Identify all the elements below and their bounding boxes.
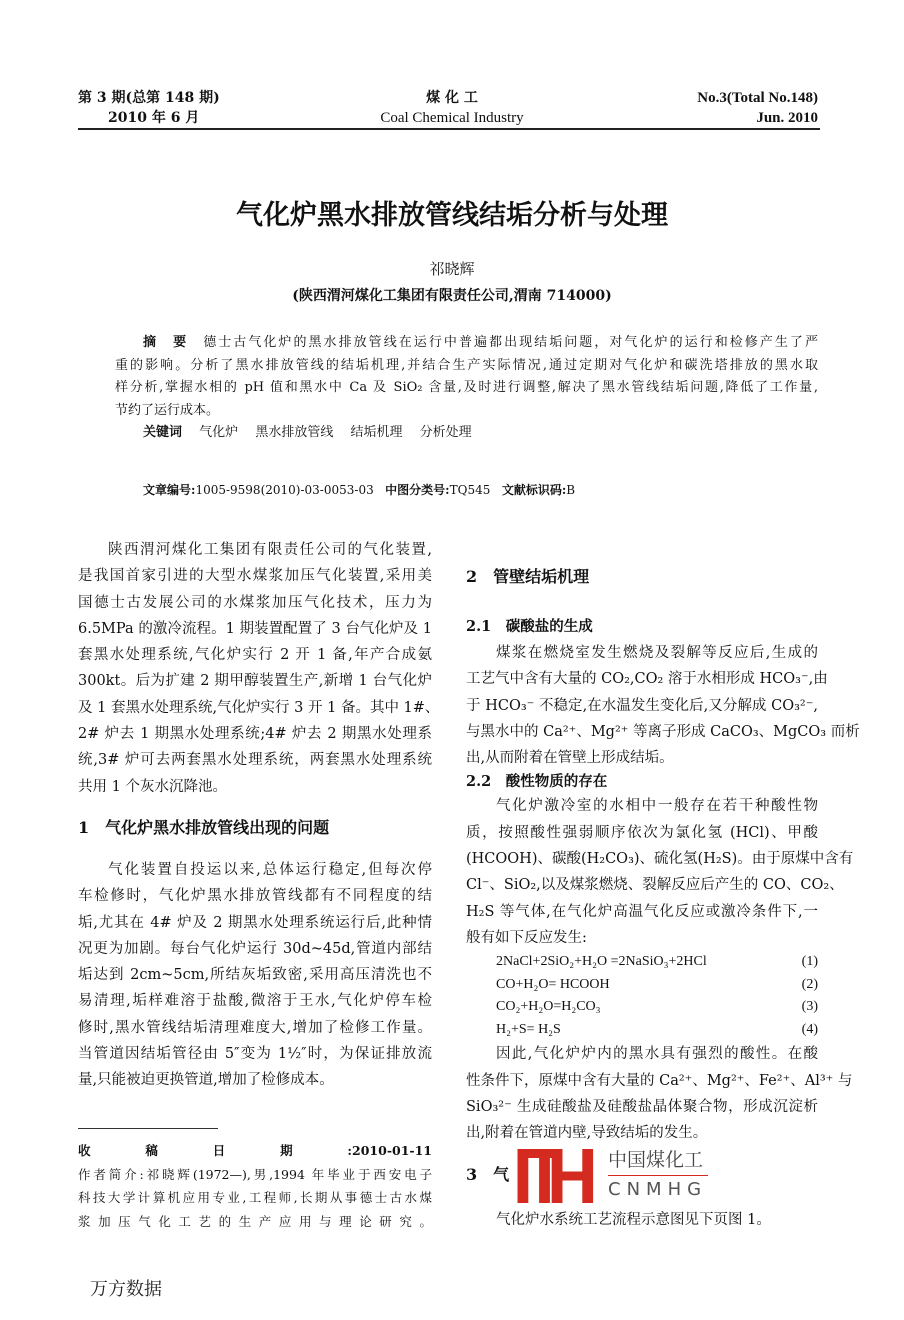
author-bio-line: 作者简介:祁晓辉(1972—),男,1994 年毕业于西安电子 [78, 1166, 432, 1182]
text-line: 气化炉激冷室的水相中一般存在若干种酸性物 [496, 798, 818, 815]
equation-4 [466, 1019, 818, 1042]
author-bio-line: 浆加压气化工艺的生产应用与理论研究。 [78, 1214, 432, 1230]
logo-rule [608, 1175, 708, 1176]
issue-date: 2010 年 6 月 [108, 110, 200, 126]
text-line: 是我国首家引进的大型水煤浆加压气化装置,采用美 [78, 568, 432, 585]
keyword: 黑水排放管线 [255, 425, 334, 440]
left-column [78, 537, 440, 1094]
clc-code: TQ545 [449, 483, 491, 497]
equation-number: (2) [801, 976, 818, 992]
text-line: 300kt。后为扩建 2 期甲醇装置生产,新增 1 台气化炉 [78, 673, 432, 690]
section-1-paragraph [78, 857, 432, 1094]
issue-date-en: Jun. 2010 [756, 110, 818, 126]
equation-1 [466, 951, 818, 974]
text-line: 与黑水中的 Ca²⁺、Mg²⁺ 等离子形成 CaCO₃、MgCO₃ 而析 [466, 723, 860, 740]
doc-code: B [566, 483, 576, 497]
text-line: 2# 炉去 1 期黑水处理系统;4# 炉去 2 期黑水处理系 [78, 726, 432, 743]
journal-name [352, 88, 552, 128]
equation-number: (4) [801, 1021, 818, 1037]
footnote-rule [78, 1128, 218, 1129]
keyword: 气化炉 [199, 425, 239, 440]
equation-number: (1) [801, 954, 818, 970]
section-2-heading: 2 管壁结垢机理 [466, 567, 590, 586]
abstract-line: 重的影响。分析了黑水排放管线的结垢机理,并结合生产实际情况,通过定期对气化炉和碳洗塔排放的黑水取 [115, 357, 818, 373]
text-line: (HCOOH)、碳酸(H₂CO₃)、硫化氢(H₂S)。由于原煤中含有 [466, 851, 854, 868]
text-line: 于 HCO₃⁻ 不稳定,在水温发生变化后,又分解成 CO₃²⁻, [466, 697, 818, 714]
text-line: 垢达到 2cm~5cm,所结灰垢致密,采用高压清洗也不 [78, 967, 432, 984]
issue-number-en: No.3(Total No.148) [697, 90, 818, 106]
equation-expr: 2NaCl+2SiO₂+H₂O =2NaSiO₃+2HCl [496, 954, 707, 970]
equation-number: (3) [801, 999, 818, 1015]
text-line: Cl⁻、SiO₂,以及煤浆燃烧、裂解反应后产生的 CO、CO₂、 [466, 877, 844, 894]
text-line: 出,从而附着在管壁上形成结垢。 [466, 750, 674, 767]
text-line: 般有如下反应发生: [466, 929, 587, 946]
abstract-line: 节约了运行成本。 [115, 402, 220, 418]
section-1-heading: 1 气化炉黑水排放管线出现的问题 [78, 817, 330, 837]
text-line: 车检修时，气化炉黑水排放管线都有不同程度的结 [78, 888, 432, 905]
text-line: 煤浆在燃烧室发生燃烧及裂解等反应后,生成的 [496, 645, 818, 661]
keywords-label: 关键词 [143, 425, 183, 440]
text-line: 共用 1 个灰水沉降池。 [78, 778, 227, 795]
equation-expr: CO₂+H₂O=H₂CO₃ [496, 999, 601, 1015]
keywords [115, 422, 818, 445]
equation-expr: CO+H₂O= HCOOH [496, 976, 610, 992]
mh-logo-mark [516, 1149, 600, 1203]
text-line: 陕西渭河煤化工集团有限责任公司的气化装置, [108, 542, 432, 558]
abstract-label: 摘 要 [143, 335, 189, 350]
issue-info-left [78, 88, 220, 128]
text-line: SiO₃²⁻ 生成硅酸盐及硅酸盐晶体聚合物，形成沉淀析 [466, 1098, 818, 1115]
received-date: 收稿日期:2010-01-11 [78, 1143, 432, 1158]
equation-3 [466, 996, 818, 1019]
right-column [466, 564, 860, 1146]
header-rule [78, 128, 820, 130]
issue-number: 第 3 期(总第 148 期) [78, 90, 220, 106]
text-line: 6.5MPa 的激冷流程。1 期装置配置了 3 台气化炉及 1 [78, 620, 432, 637]
section-2-2-heading: 2.2 酸性物质的存在 [466, 773, 608, 791]
cnmhg-logo [516, 1149, 748, 1203]
text-line: 修时,黑水管线结垢清理难度大,增加了检修工作量。 [78, 1019, 432, 1036]
abstract [115, 332, 818, 445]
equation-2 [466, 974, 818, 997]
text-line: 当管道因结垢管径由 5″变为 1½″时，为保证排放流 [78, 1046, 432, 1063]
author-bio-line: 科技大学计算机应用专业,工程师,长期从事德士古水煤 [78, 1190, 432, 1206]
journal-name-cn: 煤 化 工 [426, 90, 478, 106]
text-line: 量,只能被迫更换管道,增加了检修成本。 [78, 1072, 334, 1089]
figure-reference-text: 气化炉水系统工艺流程示意图见下页图 1。 [496, 1212, 771, 1228]
text-line: 及 1 套黑水处理系统,气化炉实行 3 开 1 备。其中 1#、 [78, 699, 440, 716]
abstract-line: 德士古气化炉的黑水排放管线在运行中普遍都出现结垢问题，对气化炉的运行和检修产生了严 [203, 335, 818, 350]
article-no: 1005-9598(2010)-03-0053-03 [195, 483, 374, 497]
section-2-1-heading: 2.1 碳酸盐的生成 [466, 618, 593, 635]
text-line: 气化装置自投运以来,总体运行稳定,但每次停 [108, 861, 432, 878]
text-line: 性条件下，原煤中含有大量的 Ca²⁺、Mg²⁺、Fe²⁺、Al³⁺ 与 [466, 1072, 853, 1089]
text-line: 况更为加剧。每台气化炉运行 30d~45d,管道内部结 [78, 940, 432, 957]
text-line: 统,3# 炉可去两套黑水处理系统，两套黑水处理系统 [78, 752, 432, 769]
doc-code-label: 文献标识码: [501, 483, 567, 497]
issue-info-right [697, 88, 818, 128]
section-3-heading: 3 气 [466, 1165, 510, 1184]
text-line: 工艺气中含有大量的 CO₂,CO₂ 溶于水相形成 HCO₃⁻,由 [466, 671, 828, 688]
author-affiliation: (陕西渭河煤化工集团有限责任公司,渭南 714000) [292, 288, 612, 304]
clc-label: 中图分类号: [385, 483, 450, 497]
abstract-line: 样分析,掌握水相的 pH 值和黑水中 Ca 及 SiO₂ 含量,及时进行调整,解决了黑水管线结垢问题,降低了工作量, [115, 380, 818, 395]
text-line: 质，按照酸性强弱顺序依次为氯化氢 (HCl)、甲酸 [466, 824, 818, 841]
text-line: 套黑水处理系统,气化炉实行 2 开 1 备,年产合成氨 [78, 647, 432, 664]
intro-paragraph [78, 537, 440, 800]
text-line: 垢,尤其在 4# 炉及 2 期黑水处理系统运行后,此种情 [78, 914, 432, 931]
text-line: 易清理,垢样难溶于盐酸,微溶于王水,气化炉停车检 [78, 993, 432, 1010]
logo-text-en: CNMHG [608, 1179, 708, 1200]
keyword: 结垢机理 [350, 425, 403, 440]
wanfang-watermark: 万方数据 [90, 1279, 162, 1300]
equation-expr: H₂+S= H₂S [496, 1021, 561, 1037]
paper-title: 气化炉黑水排放管线结垢分析与处理 [236, 200, 668, 231]
logo-text-cn: 中国煤化工 [608, 1149, 704, 1171]
text-line: H₂S 等气体,在气化炉高温气化反应或激冷条件下,一 [466, 903, 818, 920]
author-name: 祁晓辉 [429, 260, 475, 278]
footnote [78, 1139, 432, 1234]
text-line: 因此,气化炉炉内的黑水具有强烈的酸性。在酸 [496, 1046, 818, 1063]
keyword: 分析处理 [419, 425, 472, 440]
text-line: 国德士古发展公司的水煤浆加压气化技术，压力为 [78, 594, 432, 611]
text-line: 出,附着在管道内壁,导致结垢的发生。 [466, 1125, 708, 1142]
journal-name-en: Coal Chemical Industry [380, 110, 524, 126]
article-no-label: 文章编号: [143, 483, 196, 497]
article-info [143, 481, 575, 498]
